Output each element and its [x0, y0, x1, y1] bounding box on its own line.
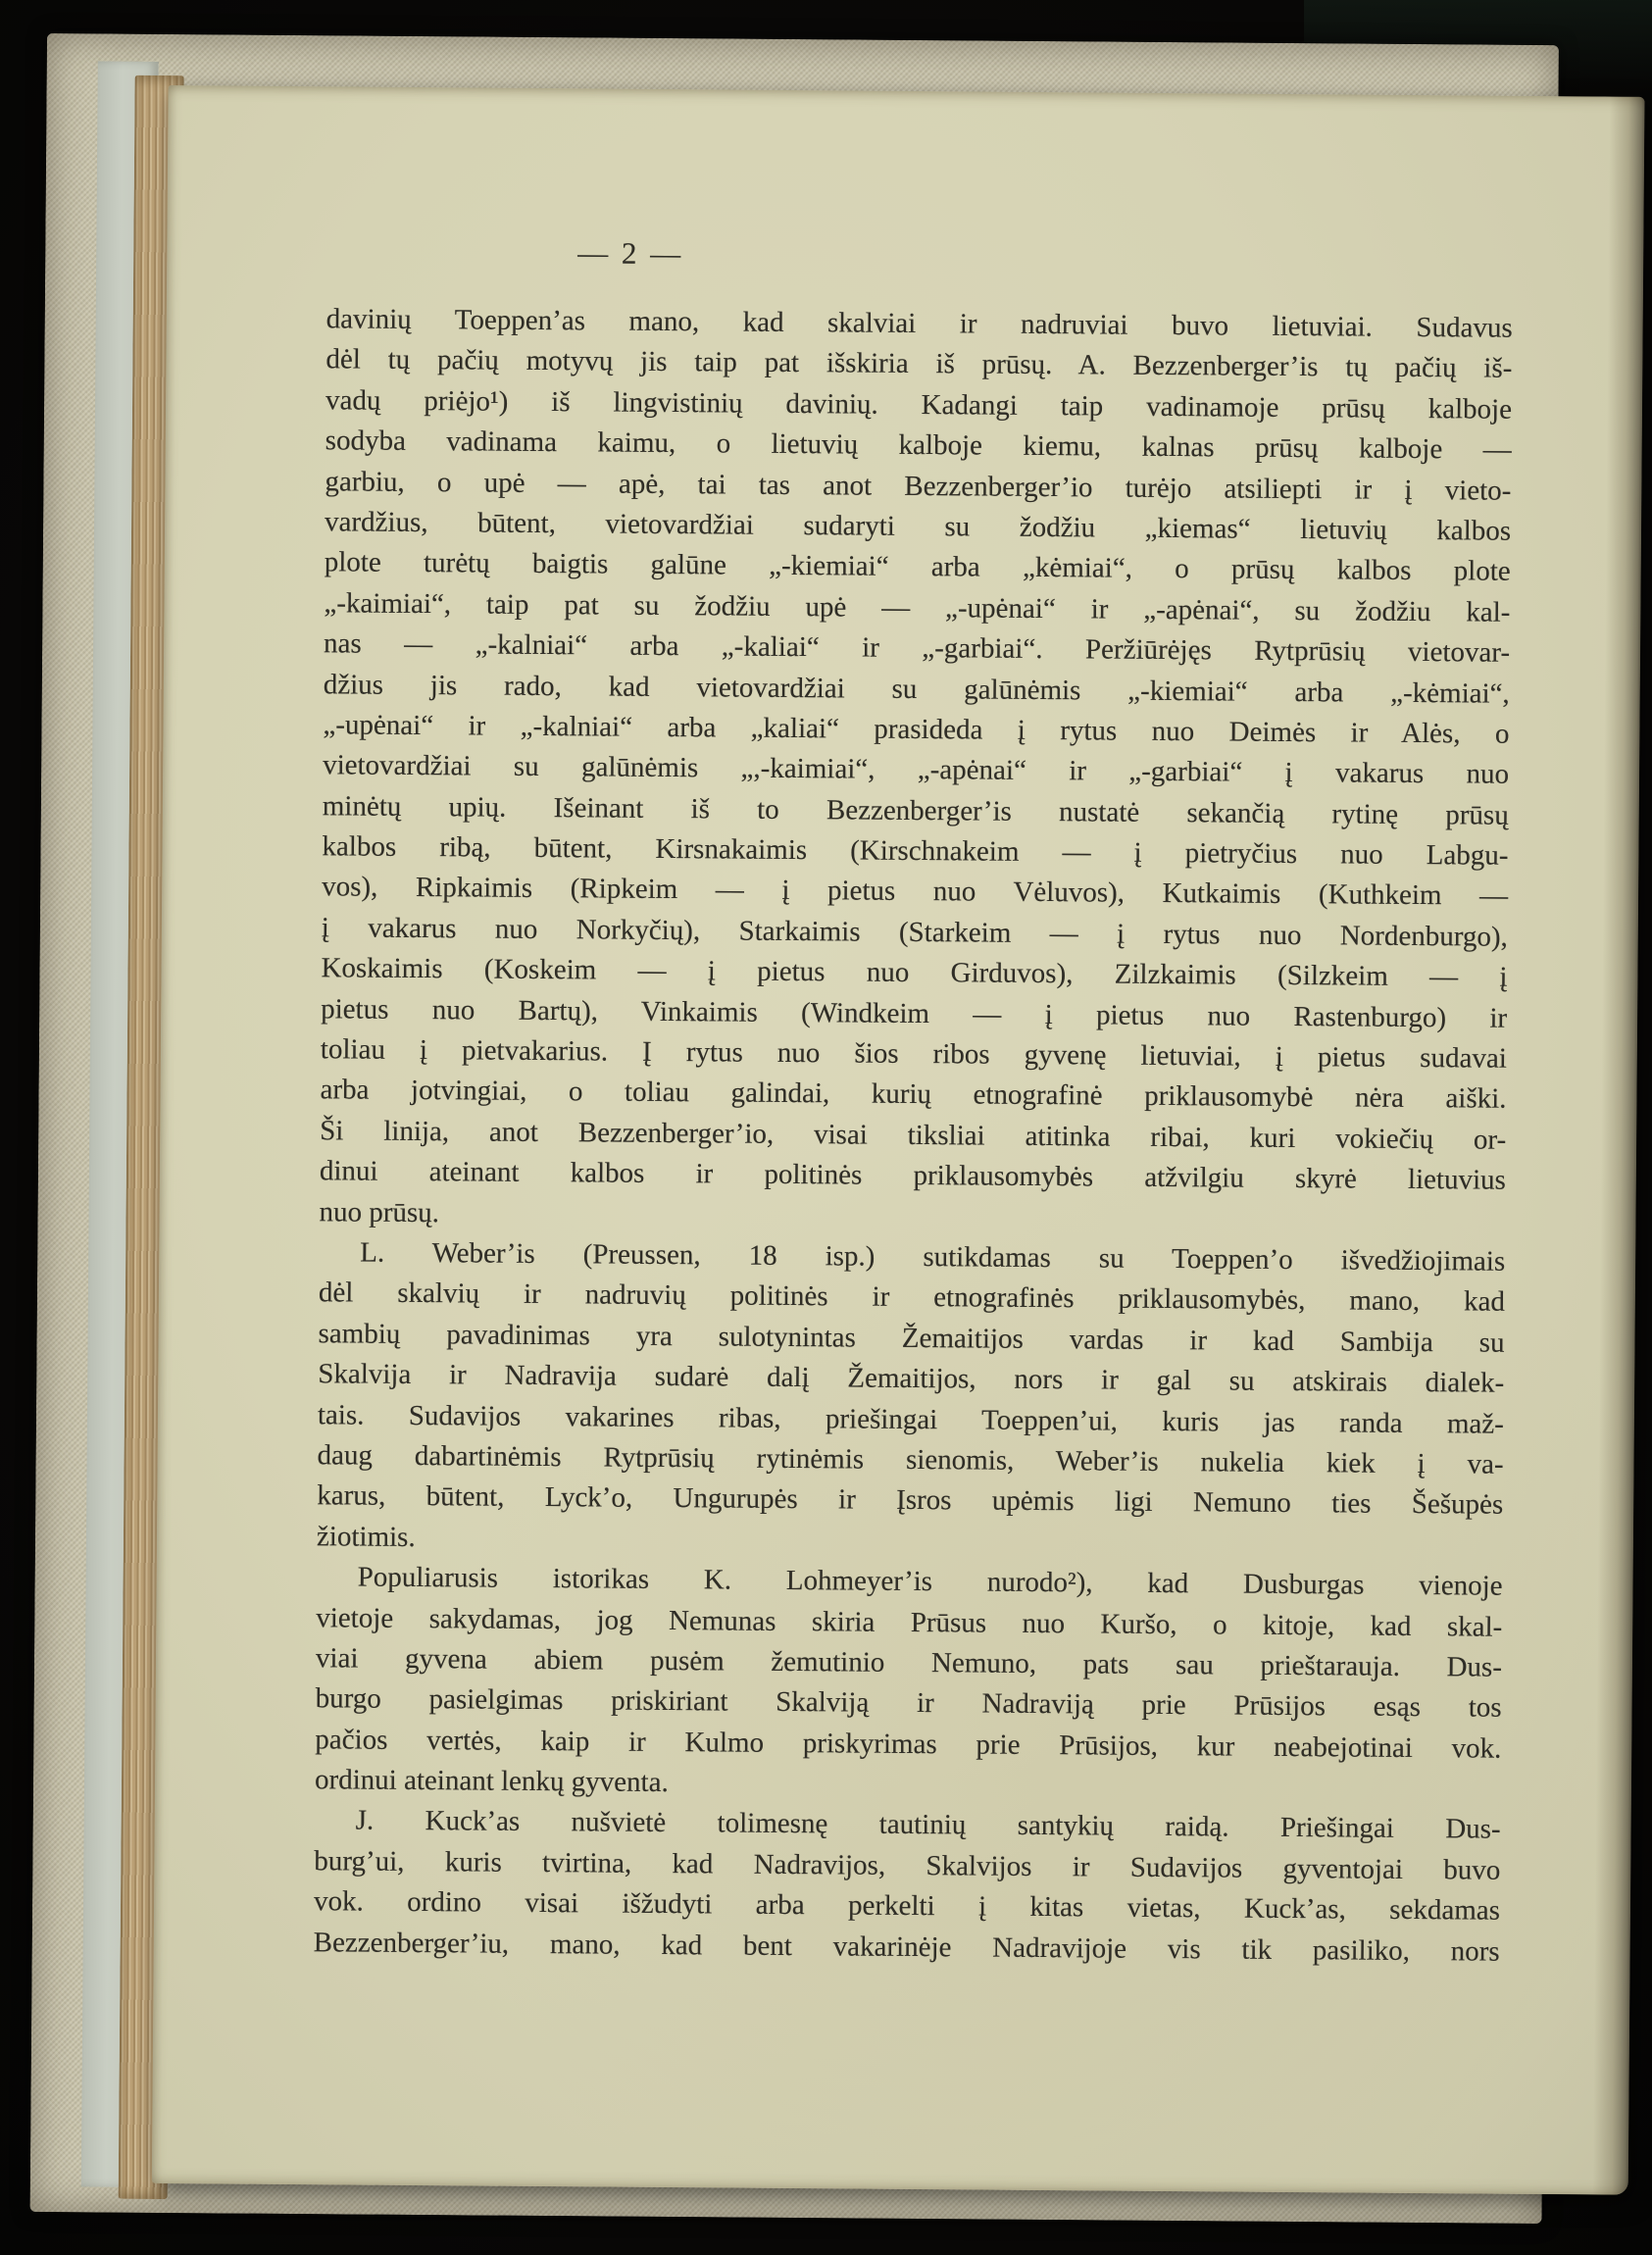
text-line: vietovardžiai su galūnėmis „,-kaimiai“, „-apėnai“ ir „-garbiai“ į vakarus nuo — [323, 749, 1510, 791]
text-line: „-kaimiai“, taip pat su žodžiu upė — „-upėnai“ ir „-apėnai“, su žodžiu kal- — [324, 586, 1511, 628]
text-line: žiotimis. — [316, 1520, 416, 1553]
text-line: toliau į pietvakarius. Į rytus nuo šios ribos gyvenę lietuviai, į pietus sudavai — [320, 1033, 1507, 1075]
text-line: tais. Sudavijos vakarines ribas, priešingai Toeppen’ui, kuris jas randa maž- — [317, 1398, 1505, 1440]
text-line: Koskaimis (Koskeim — į pietus nuo Girduvos), Zilzkaimis (Silzkeim — į — [321, 952, 1508, 993]
text-line: džius jis rado, kad vietovardžiai su galūnėmis „-kiemiai“ arba „-kėmiai“, — [323, 668, 1510, 710]
text-block — [314, 299, 1513, 1972]
text-line: garbiu, o upė — apė, tai tas anot Bezzenberger’io turėjo atsiliepti ir į vieto- — [325, 465, 1512, 507]
text-line: sambių pavadinimas yra sulotynintas Žemaitijos vardas ir kad Sambija su — [318, 1317, 1505, 1359]
text-line: į vakarus nuo Norkyčių), Starkaimis (Starkeim — į rytus nuo Nordenburgo), — [321, 912, 1508, 953]
text-line: Skalvija ir Nadravija sudarė dalį Žemaitijos, nors ir gal su atskirais dialek- — [318, 1358, 1505, 1399]
text-line: burgo pasielgimas priskiriant Skalviją ir Nadraviją prie Prūsijos esąs tos — [315, 1682, 1502, 1724]
text-line: vardžius, būtent, vietovardžiai sudaryti su žodžiu „kiemas“ lietuvių kalbos — [324, 506, 1512, 547]
text-line: Ši linija, anot Bezzenberger’io, visai tiksliai atitinka ribai, kuri vokiečių or- — [320, 1115, 1507, 1156]
text-line: viai gyvena abiem pusėm žemutinio Nemuno, pats sau prieštarauja. Dus- — [315, 1642, 1503, 1683]
text-line: dinui ateinant kalbos ir politinės priklausomybės atžvilgiu skyrė lietuvius — [319, 1155, 1506, 1196]
text-line: pačios vertės, kaip ir Kulmo priskyrimas prie Prūsijos, kur neabejotinai vok. — [315, 1723, 1502, 1765]
text-line: dėl tų pačių motyvų jis taip pat išskiria iš prūsų. A. Bezzenberger’is tų pačių iš- — [325, 343, 1513, 385]
text-line: vadų priėjo¹) iš lingvistinių davinių. Kadangi taip vadinamoje prūsų kalboje — [325, 384, 1513, 426]
text-line: J. Kuck’as nušvietė tolimesnę tautinių santykių raidą. Priešingai Dus- — [355, 1804, 1501, 1846]
text-line: Populiarusis istorikas K. Lohmeyer’is nurodo²), kad Dusburgas vienoje — [357, 1561, 1503, 1602]
text-line: pietus nuo Bartų), Vinkaimis (Windkeim — į pietus nuo Rastenburgo) ir — [321, 992, 1508, 1034]
text-line: dėl skalvių ir nadruvių politinės ir etnografinės priklausomybės, mano, kad — [318, 1277, 1506, 1319]
text-line: „-upėnai“ ir „-kalniai“ arba „kaliai“ prasideda į rytus nuo Deimės ir Alės, o — [323, 709, 1510, 750]
text-line: davinių Toeppen’as mano, kad skalviai ir nadruviai buvo lietuviai. Sudavus — [325, 303, 1513, 344]
text-line: burg’ui, kuris tvirtina, kad Nadravijos, Skalvijos ir Sudavijos gyventojai buvo — [314, 1845, 1501, 1886]
text-line: Bezzenberger’iu, mano, kad bent vakarinėje Nadravijoje vis tik pasiliko, nors — [313, 1926, 1500, 1968]
text-line: minėtų upių. Išeinant iš to Bezzenberger’is nustatė sekančią rytinę prūsų — [322, 789, 1509, 831]
text-line: nuo prūsų. — [319, 1195, 440, 1228]
book — [30, 33, 1651, 2229]
text-line: sodyba vadinama kaimu, o lietuvių kalboje kiemu, kalnas prūsų kalboje — — [325, 425, 1512, 466]
text-line: plote turėtų baigtis galūne „-kiemiai“ arba „kėmiai“, o prūsų kalbos plote — [324, 546, 1511, 588]
text-line: nas — „-kalniai“ arba „-kaliai“ ir „-garbiai“. Peržiūrėjęs Rytprūsių vietovar- — [323, 627, 1511, 669]
text-line: vietoje sakydamas, jog Nemunas skiria Prūsus nuo Kuršo, o kitoje, kad skal- — [316, 1601, 1503, 1643]
text-line: vok. ordino visai išžudyti arba perkelti į kitas vietas, Kuck’as, sekdamas — [313, 1885, 1501, 1927]
text-line: vos), Ripkaimis (Ripkeim — į pietus nuo Vėluvos), Kutkaimis (Kuthkeim — — [322, 871, 1509, 913]
text-line: daug dabartinėmis Rytprūsių rytinėmis sienomis, Weber’is nukelia kiek į va- — [317, 1439, 1504, 1480]
text-line: L. Weber’is (Preussen, 18 isp.) sutikdamas su Toeppen’o išvedžiojimais — [360, 1236, 1506, 1278]
book-page — [152, 85, 1645, 2195]
text-line: kalbos ribą, būtent, Kirsnakaimis (Kirschnakeim — į pietryčius nuo Labgu- — [322, 830, 1509, 872]
page-fold-shadow — [1593, 97, 1645, 2195]
page-number: — 2 — — [577, 235, 684, 272]
text-line: arba jotvingiai, o toliau galindai, kurių etnografinė priklausomybė nėra aiški. — [320, 1074, 1507, 1116]
text-line: karus, būtent, Lyck’o, Ungurupės ir Įsros upėmis ligi Nemuno ties Šešupės — [317, 1479, 1504, 1522]
text-line: ordinui ateinant lenkų gyventa. — [314, 1764, 669, 1799]
